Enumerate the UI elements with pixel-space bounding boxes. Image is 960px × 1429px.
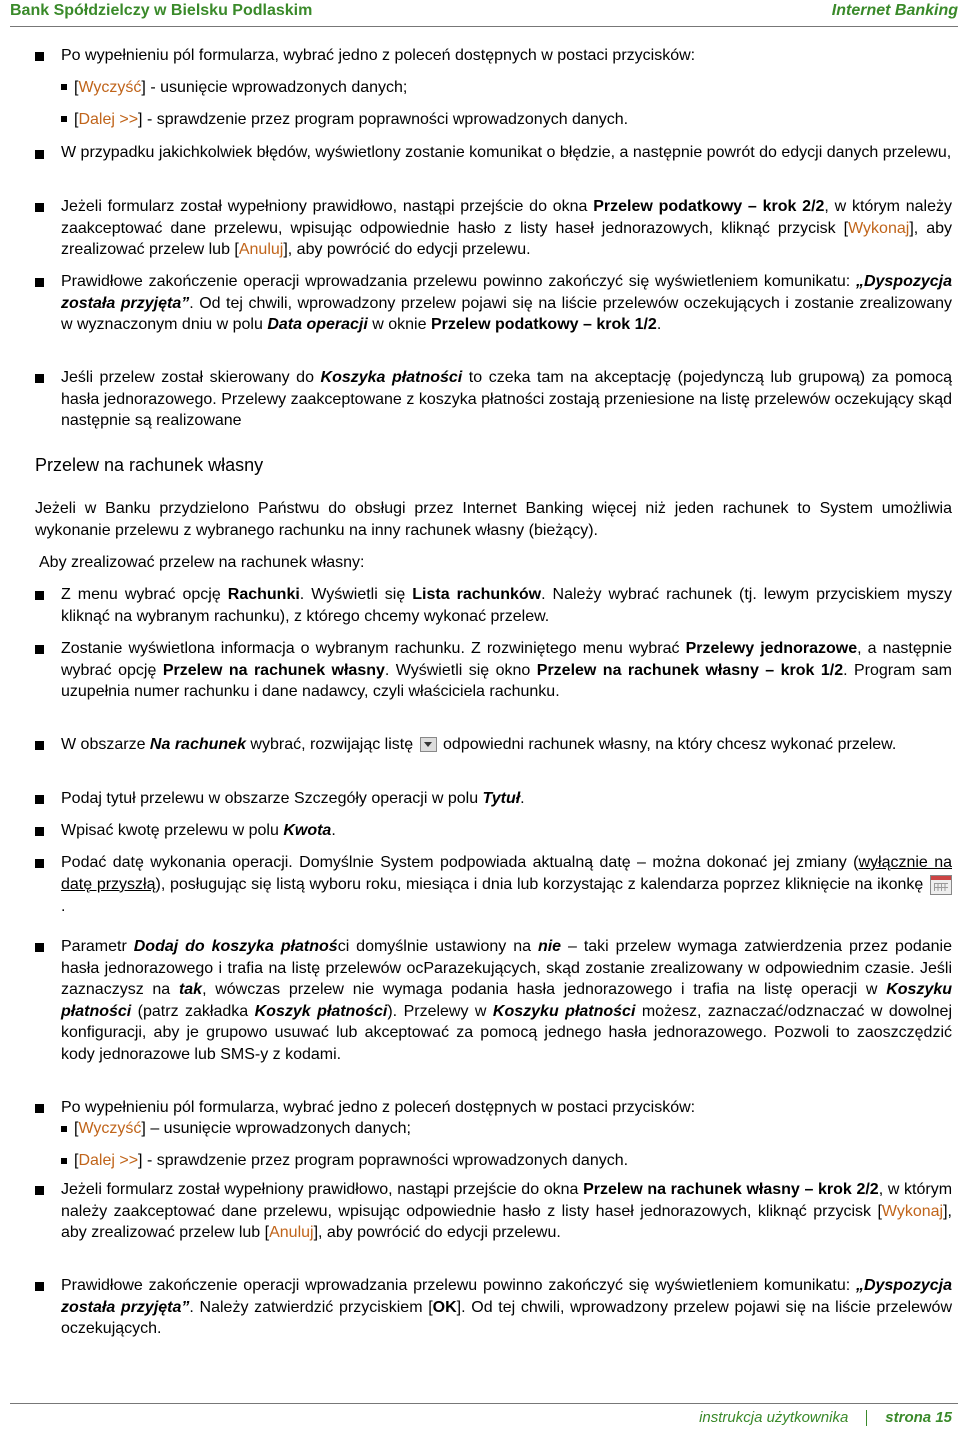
page-footer <box>699 1409 952 1426</box>
sub-item: [Wyczyść] - usunięcie wprowadzonych danych; <box>74 79 408 96</box>
sub-bullet <box>61 84 67 90</box>
sub-item: [Wyczyść] – usunięcie wprowadzonych danych; <box>74 1120 411 1137</box>
paragraph: Po wypełnieniu pól formularza, wybrać jedno z poleceń dostępnych w postaci przycisków: <box>61 47 696 64</box>
calendar-icon <box>930 875 952 895</box>
bullet <box>35 1104 44 1113</box>
clear-button-label: Wyczyść <box>78 79 142 96</box>
paragraph: Prawidłowe zakończenie operacji wprowadzania przelewu powinno zakończyć się wyświetleniem komunikatu: „Dyspozycja została przyjęta”. Od tej chwili, wprowadzony przelew pojawi się na liście przelewów oczekujących i zostanie zrealizowany w wyznaczonym dniu w polu Data operacji w oknie Przelew podatkowy – krok 1/2. <box>61 273 953 333</box>
bullet <box>35 278 44 287</box>
footer-separator <box>866 1410 867 1426</box>
sub-bullet <box>61 1126 67 1132</box>
bullet <box>35 150 44 159</box>
bullet <box>35 827 44 836</box>
paragraph: Podać datę wykonania operacji. Domyślnie System podpowiada aktualną datę – można dokonać jej zmiany (wyłącznie na datę przyszłą), posługując się listą wyboru roku, miesiąca i dnia lub korzystając z kalendarza poprzez kliknięcie na ikonkę . <box>61 854 952 915</box>
paragraph: Po wypełnieniu pól formularza, wybrać jedno z poleceń dostępnych w postaci przycisków: <box>61 1099 696 1116</box>
next-button-label: Dalej >> <box>78 111 139 128</box>
bullet <box>35 795 44 804</box>
paragraph: Z menu wybrać opcję Rachunki. Wyświetli się Lista rachunków. Należy wybrać rachunek (tj. lewym przyciskiem myszy kliknąć na wybranym rachunku), z którego chcemy wykonać przelew. <box>61 586 953 625</box>
sub-item: [Dalej >>] - sprawdzenie przez program poprawności wprowadzonych danych. <box>74 111 629 128</box>
bullet <box>35 741 44 750</box>
bullet <box>35 52 44 61</box>
header-divider <box>10 26 958 27</box>
paragraph: Prawidłowe zakończenie operacji wprowadzania przelewu powinno zakończyć się wyświetleniem komunikatu: „Dyspozycja została przyjęta”. Należy zatwierdzić przyciskiem [OK]. Od tej chwili, wprowadzony przelew pojawi się na liście przelewów oczekujących. <box>61 1277 952 1337</box>
paragraph: Parametr Dodaj do koszyka płatności domyślnie ustawiony na nie – taki przelew wymaga zatwierdzenia przez podanie hasła jednorazowego i trafia na listę przelewów ocParazekujących, skąd zostanie zrealizowany w odpowiednim czasie. Jeśli zaznaczysz na tak, wówczas przelew nie wymaga podania hasła jednorazowego i trafia na listę operacji w Koszyku płatności (patrz zakładka Koszyk płatności). Przelewy w Koszyku płatności możesz, zaznaczać/odznaczać w dowolnej konfiguracji, aby je grupowo usuwać lub akceptować za pomocą jednego hasła jednorazowego. Pozwoli to zaoszczędzić kody jednorazowe lub SMS-y z kodami. <box>61 938 953 1063</box>
bullet <box>35 859 44 868</box>
paragraph: Jeżeli formularz został wypełniony prawidłowo, nastąpi przejście do okna Przelew podatkowy – krok 2/2, w którym należy zaakceptować dane przelewu, wpisując odpowiednie hasło z listy haseł jednorazowych, kliknąć przycisk [Wykonaj], aby zrealizować przelew lub [Anuluj], aby powrócić do edycji przelewu. <box>61 198 953 258</box>
bullet <box>35 943 44 952</box>
page-number: 15 <box>935 1409 952 1426</box>
page-label: strona <box>885 1409 932 1426</box>
bank-name: Bank Spółdzielczy w Bielsku Podlaskim <box>10 2 313 19</box>
paragraph: Zostanie wyświetlona informacja o wybranym rachunku. Z rozwiniętego menu wybrać Przelewy jednorazowe, a następnie wybrać opcję Przelew na rachunek własny. Wyświetli się okno Przelew na rachunek własny – krok 1/2. Program sam uzupełnia numer rachunku i dane nadawcy, czyli właściciela rachunku. <box>61 640 953 700</box>
sub-item: [Dalej >>] - sprawdzenie przez program poprawności wprowadzonych danych. <box>74 1152 629 1169</box>
sub-bullet <box>61 116 67 122</box>
paragraph: W obszarze Na rachunek wybrać, rozwijając listę odpowiedni rachunek własny, na który chcesz wykonać przelew. <box>61 736 897 753</box>
section-title: Przelew na rachunek własny <box>35 455 264 475</box>
bullet <box>35 203 44 212</box>
intro-paragraph: Jeżeli w Banku przydzielono Państwu do obsługi przez Internet Banking więcej niż jeden rachunek to System umożliwia wykonanie przelewu z wybranego rachunku na inny rachunek własny (bieżący). <box>35 500 952 539</box>
bullet <box>35 1186 44 1195</box>
footer-divider <box>10 1403 958 1404</box>
paragraph: Jeżeli formularz został wypełniony prawidłowo, nastąpi przejście do okna Przelew na rachunek własny – krok 2/2, w którym należy zaakceptować dane przelewu, wpisując odpowiednie hasło z listy haseł jednorazowych, kliknąć przycisk [Wykonaj], aby zrealizować przelew lub [Anuluj], aby powrócić do edycji przelewu. <box>61 1181 953 1241</box>
paragraph: Podaj tytuł przelewu w obszarze Szczegóły operacji w polu Tytuł. <box>61 790 525 807</box>
paragraph: W przypadku jakichkolwiek błędów, wyświetlony zostanie komunikat o błędzie, a następnie powrót do edycji danych przelewu, <box>61 144 952 161</box>
page-header <box>10 2 958 26</box>
paragraph: Wpisać kwotę przelewu w polu Kwota. <box>61 822 336 839</box>
product-name: Internet Banking <box>831 2 958 19</box>
bullet <box>35 1282 44 1291</box>
howto-line: Aby zrealizować przelew na rachunek własny: <box>39 554 365 571</box>
dropdown-arrow-icon <box>420 737 437 752</box>
bullet <box>35 645 44 654</box>
bullet <box>35 591 44 600</box>
sub-bullet <box>61 1158 67 1164</box>
bullet <box>35 374 44 383</box>
document-name: instrukcja użytkownika <box>699 1409 849 1426</box>
paragraph: Jeśli przelew został skierowany do Koszyka płatności to czeka tam na akceptację (pojedynczą lub grupową) za pomocą hasła jednorazowego. Przelewy zaakceptowane z koszyka płatności zostają przeniesione na listę przelewów oczekujący skąd następnie są realizowane <box>61 369 953 429</box>
